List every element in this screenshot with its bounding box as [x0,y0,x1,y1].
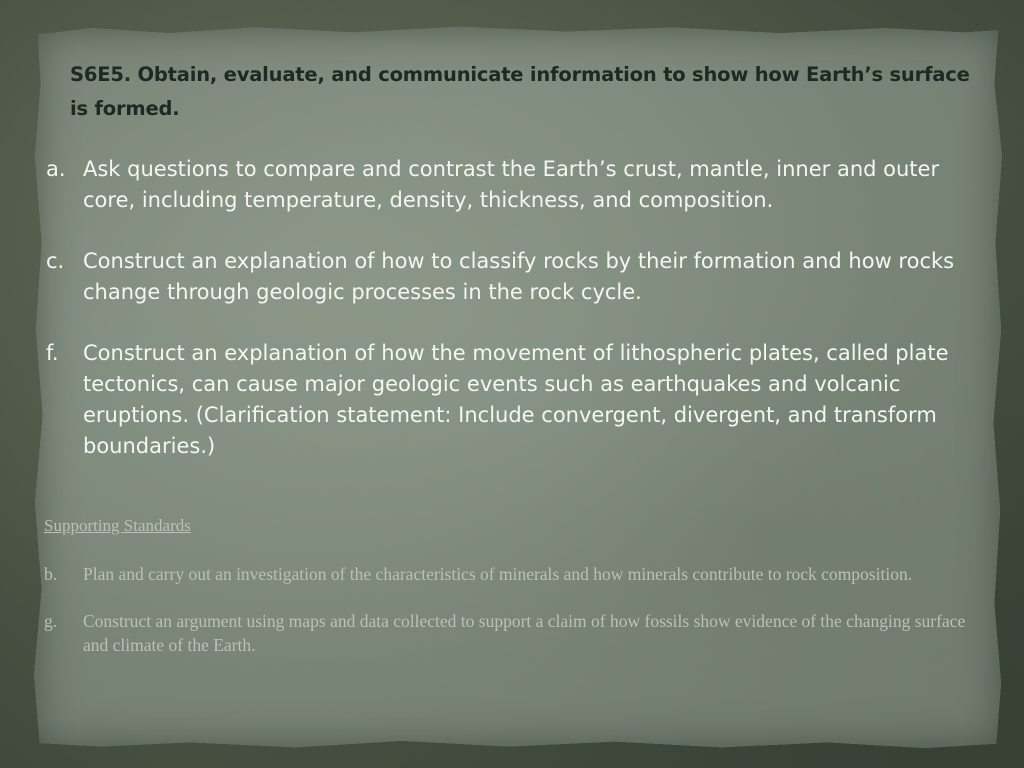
objective-item-c [46,246,976,308]
objective-marker: c. [46,249,65,273]
objective-marker: f. [46,341,59,365]
supporting-marker: g. [44,611,58,631]
supporting-text: Construct an argument using maps and data collected to support a claim of how fossils show evidence of the changing surface and climate of the Earth. [83,611,966,655]
supporting-standards-heading: Supporting Standards [44,516,191,535]
objective-text: Ask questions to compare and contrast the Earth’s crust, mantle, inner and outer core, including temperature, density, thickness, and composition. [83,157,940,212]
objective-marker: a. [46,157,66,181]
objective-item-a [46,154,976,216]
objective-text: Construct an explanation of how the movement of lithospheric plates, called plate tectonics, can cause major geologic events such as earthquakes and volcanic eruptions. (Clarification statement: Include convergent, divergent, and transform boundaries.) [83,341,949,458]
supporting-text: Plan and carry out an investigation of the characteristics of minerals and how minerals contribute to rock composition. [83,564,913,584]
supporting-marker: b. [44,564,58,584]
supporting-item-g [44,609,974,657]
supporting-standards-section [44,514,974,680]
objectives-list [46,154,976,492]
slide-title: S6E5. Obtain, evaluate, and communicate information to show how Earth’s surface is formed. [70,63,970,120]
objective-text: Construct an explanation of how to classify rocks by their formation and how rocks change through geologic processes in the rock cycle. [83,249,955,304]
objective-item-f [46,338,976,462]
supporting-item-b [44,562,974,586]
